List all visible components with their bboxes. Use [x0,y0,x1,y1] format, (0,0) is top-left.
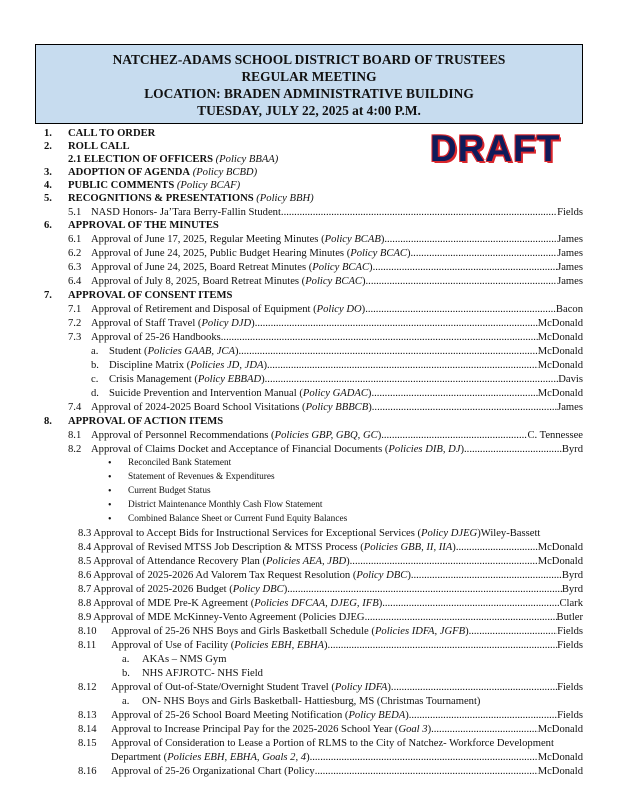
item-number: 4. [44,180,52,191]
item-number: 7.2 [68,318,82,329]
item-number: 8.16 [78,766,97,777]
item-number: 7.3 [68,332,82,343]
agenda-item-7-4: Approval of 2024-2025 Board School Visitations (Policy BBBCB) ..... James [91,402,583,414]
bullet-item: • District Maintenance Monthly Cash Flow Statement [128,500,322,511]
item-number: d. [91,388,99,399]
agenda-item-7-3: Approval of 25-26 Handbooks ..... McDonald [91,332,583,344]
agenda-item-6-3: Approval of June 24, 2025, Board Retreat Minutes (Policy BCAC) ..... James [91,262,583,274]
agenda-item-6-1: Approval of June 17, 2025, Regular Meeting Minutes (Policy BCAB) ..... James [91,234,583,246]
agenda-item-7-2: Approval of Staff Travel (Policy DJD) ..... McDonald [91,318,583,330]
item-number: 8.13 [78,710,97,721]
item-number: 7.1 [68,304,82,315]
agenda-item-public-comments: PUBLIC COMMENTS (Policy BCAF) [68,180,241,191]
item-number: b. [122,668,130,679]
item-number: 5.1 [68,207,82,218]
facility-afjrotc: NHS AFJROTC- NHS Field [142,668,263,679]
agenda-item-8-15: Approval of Consideration to Lease a Portion of RLMS to the City of Natchez- Workforce Development [111,738,554,749]
agenda-item-8-15-cont: Department (Policies EBH, EBHA, Goals 2, 4) ..... McDonald [111,752,583,764]
agenda-item-call-to-order: CALL TO ORDER [68,128,156,139]
agenda-item-8-8: 8.8 Approval of MDE Pre-K Agreement (Policies DFCAA, DJEG, IFB) ..... Clark [78,598,583,610]
item-number: a. [91,346,99,357]
agenda-item-8-13: Approval of 25-26 School Board Meeting Notification (Policy BEDA) ..... Fields [111,710,583,722]
agenda-item-7-3c: Crisis Management (Policy EBBAD) ..... Davis [109,374,583,386]
header-meeting-type: REGULAR MEETING [241,69,377,84]
item-number: b. [91,360,99,371]
item-number: 8.14 [78,724,97,735]
agenda-item-action: APPROVAL OF ACTION ITEMS [68,416,224,427]
agenda-item-minutes: APPROVAL OF THE MINUTES [68,220,219,231]
agenda-item-8-10: Approval of 25-26 NHS Boys and Girls Basketball Schedule (Policies IDFA, JGFB) ..... Fields [111,626,583,638]
bullet-item: • Combined Balance Sheet or Current Fund Equity Balances [128,514,347,525]
agenda-item-7-1: Approval of Retirement and Disposal of Equipment (Policy DO) ..... Bacon [91,304,583,316]
item-number: 6.2 [68,248,82,259]
agenda-item-recognitions: RECOGNITIONS & PRESENTATIONS (Policy BBH) [68,193,314,204]
item-number: 6.4 [68,276,82,287]
agenda-item-7-3a: Student (Policies GAAB, JCA) ..... McDonald [109,346,583,358]
bullet-item: • Current Budget Status [128,486,211,497]
item-number: 2. [44,141,52,152]
item-number: 7.4 [68,402,82,413]
item-number: 6.3 [68,262,82,273]
item-number: 5. [44,193,52,204]
agenda-item-consent: APPROVAL OF CONSENT ITEMS [68,290,233,301]
agenda-item-8-14: Approval to Increase Principal Pay for the 2025-2026 School Year (Goal 3) ..... McDonald [111,724,583,736]
item-number: c. [91,374,99,385]
agenda-item-8-1: Approval of Personnel Recommendations (Policies GBP, GBQ, GC) ..... C. Tennessee [91,430,583,442]
item-number: 8.1 [68,430,82,441]
header-district: NATCHEZ-ADAMS SCHOOL DISTRICT BOARD OF TRUSTEES [112,52,506,67]
header-date: TUESDAY, JULY 22, 2025 at 4:00 P.M. [197,103,421,118]
agenda-item-6-4: Approval of July 8, 2025, Board Retreat Minutes (Policy BCAC) ..... James [91,276,583,288]
agenda-item-election: 2.1 ELECTION OF OFFICERS (Policy BBAA) [68,154,279,165]
agenda-item-6-2: Approval of June 24, 2025, Public Budget Hearing Minutes (Policy BCAC) ..... James [91,248,583,260]
item-number: 1. [44,128,52,139]
item-number: 3. [44,167,52,178]
agenda-item-nasd-honors: NASD Honors- Ja’Tara Berry-Fallin Student ..... Fields [91,207,583,219]
meeting-header [35,44,583,124]
item-number: 8.15 [78,738,97,749]
facility-akas: AKAs – NMS Gym [142,654,227,665]
agenda-item-8-5: 8.5 Approval of Attendance Recovery Plan (Policies AEA, JBD) ..... McDonald [78,556,583,568]
header-location: LOCATION: BRADEN ADMINISTRATIVE BUILDING [144,86,474,101]
agenda-item-7-3b: Discipline Matrix (Policies JD, JDA) ..... McDonald [109,360,583,372]
item-number: 8.12 [78,682,97,693]
bullet-item: • Statement of Revenues & Expenditures [128,472,275,483]
item-number: 8. [44,416,52,427]
item-number: a. [122,654,130,665]
agenda-item-8-2: Approval of Claims Docket and Acceptance of Financial Documents (Policies DIB, DJ) ..... Byrd [91,444,583,456]
agenda-item-8-4: 8.4 Approval of Revised MTSS Job Description & MTSS Process (Policies GBB, II, IIA) ..... McDonald [78,542,583,554]
agenda-item-8-3: 8.3 Approval to Accept Bids for Instructional Services for Exceptional Services (Policy DJEG) Wiley-Bassett [78,528,541,539]
item-number: 6.1 [68,234,82,245]
agenda-item-8-16: Approval of 25-26 Organizational Chart (Policy ..... McDonald [111,766,583,778]
bullet-item: • Reconciled Bank Statement [128,458,231,469]
item-number: 8.2 [68,444,82,455]
item-number: 6. [44,220,52,231]
item-number: 8.10 [78,626,97,637]
draft-watermark: DRAFT [430,128,561,169]
item-number: a. [122,696,130,707]
agenda-item-adoption: ADOPTION OF AGENDA (Policy BCBD) [68,167,258,178]
agenda-item-8-7: 8.7 Approval of 2025-2026 Budget (Policy DBC) ..... Byrd [78,584,583,596]
agenda-item-8-6: 8.6 Approval of 2025-2026 Ad Valorem Tax Request Resolution (Policy DBC) ..... Byrd [78,570,583,582]
agenda-item-8-11: Approval of Use of Facility (Policies EBH, EBHA) ..... Fields [111,640,583,652]
agenda-item-roll-call: ROLL CALL [68,141,130,152]
agenda-item-8-12: Approval of Out-of-State/Overnight Student Travel (Policy IDFA) ..... Fields [111,682,583,694]
agenda-item-8-9: 8.9 Approval of MDE McKinney-Vento Agreement (Policies DJEG ..... Butler [78,612,583,624]
item-number: 8.11 [78,640,97,651]
item-number: 7. [44,290,52,301]
agenda-item-7-3d: Suicide Prevention and Intervention Manual (Policy GADAC) ..... McDonald [109,388,583,400]
travel-basketball: ON- NHS Boys and Girls Basketball- Hattiesburg, MS (Christmas Tournament) [142,696,481,707]
